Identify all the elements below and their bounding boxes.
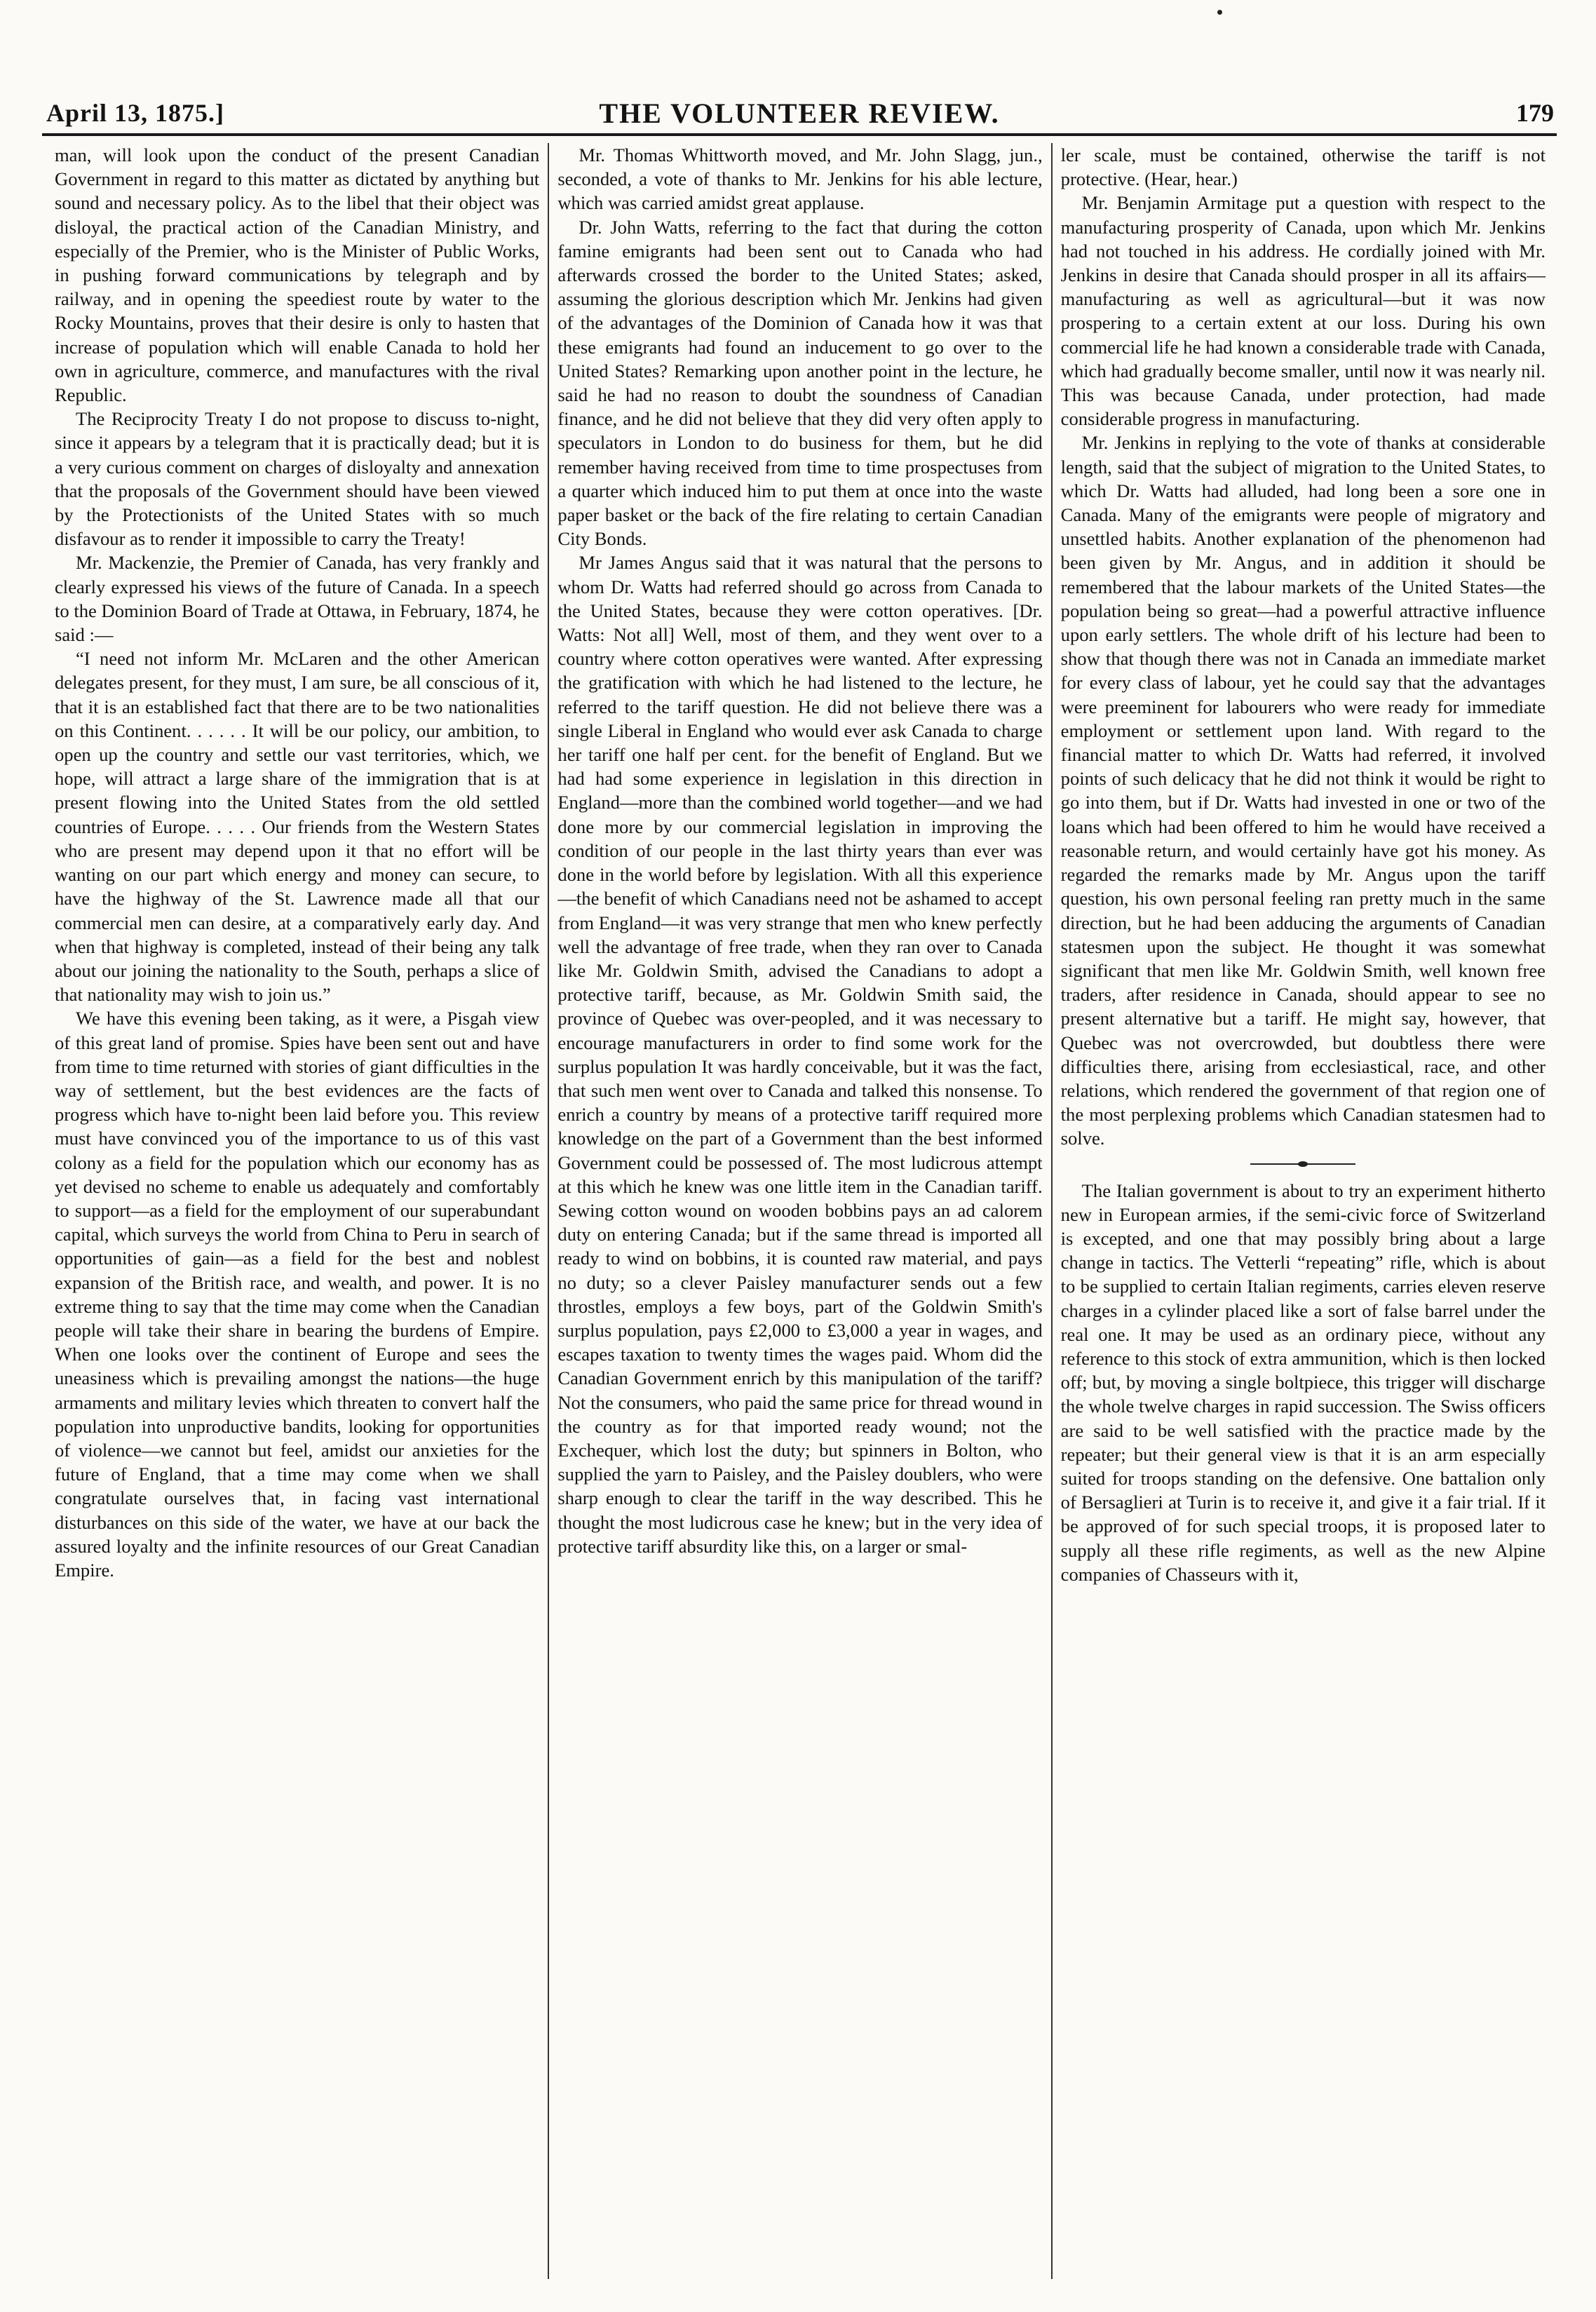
paragraph: Mr. Jenkins in replying to the vote of thanks at considerable length, said that the subject of migration to the United States, to which Dr. Watts had alluded, had long been a sore one in Canada. Many of the emigrants were people of migratory and unsettled habits. Another explanation of the phenomenon had been given by Mr. Angus, and in addition it should be remembered that the labour markets of the United States—the population being so great—had a powerful attractive influence upon early settlers. The whole drift of his lecture had been to show that though there was not in Canada an immediate market for every class of labour, yet he could say that the advantages were preeminent for labourers who were ready for immediate employment or settlement upon land. With regard to the financial matter to which Dr. Watts had referred, it involved points of such delicacy that he did not think it would be right to go into them, but if Dr. Watts had invested in one or two of the loans which had been offered to him he would have received a reasonable return, and would certainly have got his money. As regarded the remarks made by Mr. Angus upon the tariff question, his own personal feeling ran pretty much in the same direction, but he had been adducing the arguments of Canadian statesmen upon the subject. He thought it was somewhat significant that men like Mr. Goldwin Smith, well known free traders, after residence in Canada, should appear to see no present alternative but a tariff. He might say, however, that Quebec was not overcrowded, but doubtless there were difficulties there, arising from ecclesiastical, race, and other relations, which rendered the government of that region one of the most perplexing problems which Canadian statesmen had to solve.	[1060, 432, 1546, 1149]
page-header	[42, 97, 1557, 136]
quoted-speech: “I need not inform Mr. McLaren and the other American delegates present, for they must, I am sure, be all conscious of it, that it is an established fact that there are to be two nationalities on this Continent. . . . . . It will be our policy, our ambition, to open up the country and settle our vast territories, which, we hope, will attract a large share of the immigration that is at present flowing into the United States from the old settled countries of Europe. . . . . Our friends from the Western States who are present may depend upon it that no effort will be wanting on our part which energy and money can secure, to have the highway of the St. Lawrence made all that our commercial men can desire, at a comparatively early day. And when that highway is completed, instead of their being any talk about our joining the nationality to the South, perhaps a slice of that nationality may wish to join us.”	[55, 648, 540, 1006]
paragraph: The Italian government is about to try an experiment hitherto new in European armies, if the semi-civic force of Switzerland is excepted, and one that may possibly bring about a large change in tactics. The Vetterli “repeating” rifle, which is about to be supplied to certain Italian regiments, carries eleven reserve charges in a cylinder placed like a sort of false barrel under the real one. It may be used as an ordinary piece, without any reference to this stock of extra ammunition, which is then locked off; but, by moving a single boltpiece, this trigger will discharge the whole twelve charges in rapid succession. The Swiss officers are said to be well satisfied with the practice made by the repeater; but their general view is that it is an arm especially suited for troops standing on the defensive. One battalion only of Bersaglieri at Turin is to receive it, and give it a fair trial. If it be approved of for such special troops, it is proposed later to supply all these rifle regiments, as well as the new Alpine companies of Chasseurs with it,	[1060, 1179, 1546, 1585]
issue-date: April 13, 1875.]	[46, 99, 224, 127]
stray-ink-dot	[1217, 10, 1222, 15]
page-number: 179	[1516, 99, 1554, 127]
column-1	[46, 143, 548, 2279]
column-2	[548, 143, 1050, 2279]
article-columns	[46, 143, 1554, 2279]
column-3	[1051, 143, 1554, 2279]
masthead-title: THE VOLUNTEER REVIEW.	[599, 97, 1000, 129]
section-divider	[1250, 1163, 1355, 1165]
paragraph: ler scale, must be contained, otherwise the tariff is not protective. (Hear, hear.)	[1060, 144, 1546, 190]
paragraph: Mr James Angus said that it was natural that the persons to whom Dr. Watts had referred should go across from Canada to the United States, because they were cotton operatives. [Dr. Watts: Not all] Well, most of them, and they went over to a country where cotton operatives were wanted. After expressing the gratification with which he had listened to the lecture, he referred to the tariff question. He did not believe there was a single Liberal in England who would ever ask Canada to charge her tariff one half per cent. for the benefit of England. But we had had some experience in legislation in this direction in England—more than the combined world together—and we had done more by our commercial legislation in improving the condition of our people in the last thirty years than ever was done in the world before by legislation. With all this experience—the benefit of which Canadians need not be ashamed to accept from England—it was very strange that men who knew perfectly well the advantage of free trade, when they ran over to Canada like Mr. Goldwin Smith, advised the Canadians to adopt a protective tariff, because, as Mr. Goldwin Smith said, the province of Quebec was over-peopled, and it was necessary to encourage manufacturers in order to find some work for the surplus population It was hardly conceivable, but it was the fact, that such men went over to Canada and talked this nonsense. To enrich a country by means of a protective tariff required more knowledge on the part of a Government than the best informed Government could be possessed of. The most ludicrous attempt at this which he knew was one little item in the Canadian tariff. Sewing cotton wound on wooden bobbins pays an ad calorem duty on entering Canada; but if the same thread is imported all ready to wind on bobbins, it is counted raw material, and pays no duty; so a clever Paisley manufacturer sends out a few throstles, employs a few boys, part of the Goldwin Smith's surplus population, pays £2,000 to £3,000 a year in wages, and escapes taxation to twenty times the wages paid. Whom did the Canadian Government enrich by this manipulation of the tariff? Not the consumers, who paid the same price for thread wound in the country as for that imported ready wound; not the Exchequer, which lost the duty; but spinners in Bolton, who supplied the yarn to Paisley, and the Paisley doublers, who were sharp enough to clear the tariff in the way described. This he thought the most ludicrous case he knew; but in the very idea of protective tariff absurdity like this, on a larger or smal-	[557, 552, 1043, 1557]
paragraph: The Reciprocity Treaty I do not propose to discuss to-night, since it appears by a telegram that it is practically dead; but it is a very curious comment on charges of disloyalty and annexation that the proposals of the Government should have been viewed by the Protectionists of the United States with so much disfavour as to render it impossible to carry the Treaty!	[55, 408, 540, 550]
paragraph: Mr. Benjamin Armitage put a question with respect to the manufacturing prosperity of Canada, upon which Mr. Jenkins had not touched in his address. He cordially joined with Mr. Jenkins in desire that Canada should prosper in all its affairs—manufacturing as well as agricultural—but it was now prospering to a certain extent at our loss. During his own commercial life he had known a considerable trade with Canada, which had gradually become smaller, until now it was nearly nil. This was because Canada, under protection, had made considerable progress in manufacturing.	[1060, 192, 1546, 430]
paragraph: Mr. Mackenzie, the Premier of Canada, has very frankly and clearly expressed his views of the future of Canada. In a speech to the Dominion Board of Trade at Ottawa, in February, 1874, he said :—	[55, 552, 540, 646]
paragraph: man, will look upon the conduct of the present Canadian Government in regard to this matter as dictated by anything but sound and necessary policy. As to the libel that their object was disloyal, the practical action of the Canadian Ministry, and especially of the Premier, who is the Minister of Public Works, in pushing forward communications by telegraph and by railway, and in opening the speediest route by water to the Rocky Mountains, proves that their desire is only to hasten that increase of population which will enable Canada to hold her own in agriculture, commerce, and manufactures with the rival Republic.	[55, 144, 540, 406]
paragraph: Dr. John Watts, referring to the fact that during the cotton famine emigrants had been sent out to Canada who had afterwards crossed the border to the United States; asked, assuming the glorious description which Mr. Jenkins had given of the advantages of the Dominion of Canada how it was that these emigrants had found an inducement to go over to the United States? Remarking upon another point in the lecture, he said he had no reason to doubt the soundness of Canadian finance, and he did not believe that they did very often apply to speculators in London to do business for them, but he did remember having received from time to time prospectuses from a quarter which induced him to put them at once into the waste paper basket or the back of the fire relating to certain Canadian City Bonds.	[557, 216, 1043, 550]
paragraph: Mr. Thomas Whittworth moved, and Mr. John Slagg, jun., seconded, a vote of thanks to Mr. Jenkins for his able lecture, which was carried amidst great applause.	[557, 144, 1043, 214]
paragraph: We have this evening been taking, as it were, a Pisgah view of this great land of promise. Spies have been sent out and have from time to time returned with stories of giant difficulties in the way of settlement, but the best evidences are the facts of progress which have to-night been laid before you. This review must have convinced you of the importance to us of this vast colony as a field for the population which our economy has as yet devised no scheme to enable us adequately and comfortably to support—as a field for the employment of our superabundant capital, which surveys the world from China to Peru in search of opportunities of gain—as a field for the best and noblest expansion of the British race, and wealth, and power. It is no extreme thing to say that the time may come when the Canadian people will take their share in bearing the burdens of Empire. When one looks over the continent of Europe and sees the uneasiness which is prevailing amongst the nations—the huge armaments and military levies which threaten to convert half the population into unproductive bandits, looking for opportunities of violence—we cannot but feel, amidst our anxieties for the future of England, that a time may come when we shall congratulate ourselves that, in facing vast international disturbances on this side of the water, we have at our back the assured loyalty and the infinite resources of our Great Canadian Empire.	[55, 1008, 540, 1581]
